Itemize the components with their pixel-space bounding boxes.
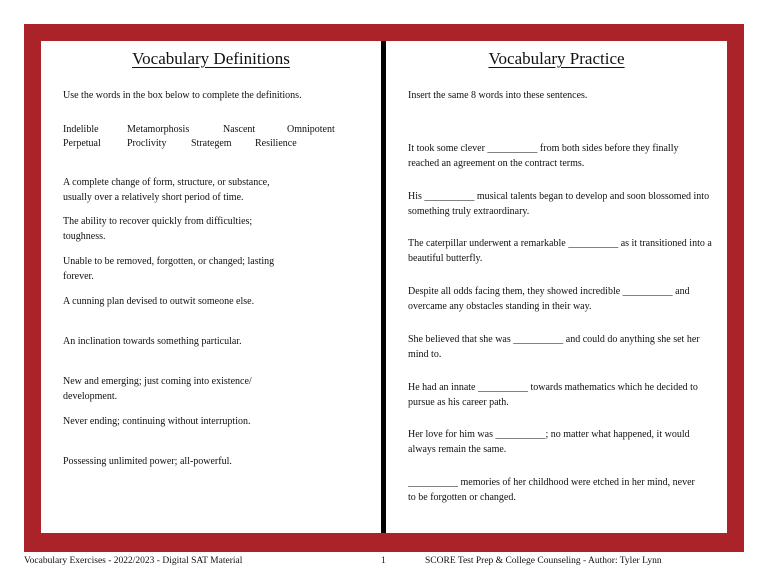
word-item: Nascent <box>223 124 256 135</box>
practice-sentence: His __________ musical talents began to develop and soon blossomed into something truly extraordinary. <box>408 191 710 217</box>
definition-item: An inclination towards something particular. <box>63 336 242 347</box>
practice-title: Vocabulary Practice <box>488 49 625 68</box>
word-item: Perpetual <box>63 138 101 149</box>
practice-sentence: Her love for him was __________; no matter what happened, it would always remain the same. <box>408 429 690 455</box>
definitions-instruction: Use the words in the box below to complete the definitions. <box>63 90 302 101</box>
definition-item: A complete change of form, structure, or substance, usually over a relatively short period of time. <box>63 177 270 203</box>
practice-sentence: She believed that she was __________ and could do anything she set her mind to. <box>408 334 700 360</box>
definition-item: Unable to be removed, forgotten, or changed; lasting forever. <box>63 256 275 282</box>
practice-sentence: The caterpillar underwent a remarkable __________ as it transitioned into a beautiful butterfly. <box>408 238 712 264</box>
practice-panel <box>386 41 727 533</box>
definitions-title: Vocabulary Definitions <box>132 49 290 68</box>
word-item: Omnipotent <box>287 124 335 135</box>
footer-right: SCORE Test Prep & College Counseling - Author: Tyler Lynn <box>425 556 662 566</box>
definition-item: A cunning plan devised to outwit someone else. <box>63 296 255 307</box>
word-item: Strategem <box>191 138 232 149</box>
definition-item: The ability to recover quickly from difficulties; toughness. <box>63 216 253 242</box>
practice-sentence: It took some clever __________ from both sides before they finally reached an agreement on the contract terms. <box>408 143 679 169</box>
practice-instruction: Insert the same 8 words into these sentences. <box>408 90 588 101</box>
definition-item: Possessing unlimited power; all-powerful. <box>63 456 232 467</box>
word-item: Metamorphosis <box>127 124 190 135</box>
page-number: 1 <box>381 556 386 566</box>
definition-item: Never ending; continuing without interruption. <box>63 416 251 427</box>
practice-sentence: He had an innate __________ towards mathematics which he decided to pursue as his career path. <box>408 382 698 408</box>
footer-left: Vocabulary Exercises - 2022/2023 - Digital SAT Material <box>24 556 243 566</box>
word-item: Resilience <box>255 138 297 149</box>
practice-sentence: Despite all odds facing them, they showed incredible __________ and overcame any obstacles standing in their way. <box>408 286 690 312</box>
definition-item: New and emerging; just coming into existence/ development. <box>63 376 252 402</box>
word-item: Proclivity <box>127 138 167 149</box>
practice-sentence: __________ memories of her childhood were etched in her mind, never to be forgotten or changed. <box>408 477 695 503</box>
definitions-panel <box>41 41 381 533</box>
word-item: Indelible <box>63 124 99 135</box>
page-frame <box>24 24 744 552</box>
